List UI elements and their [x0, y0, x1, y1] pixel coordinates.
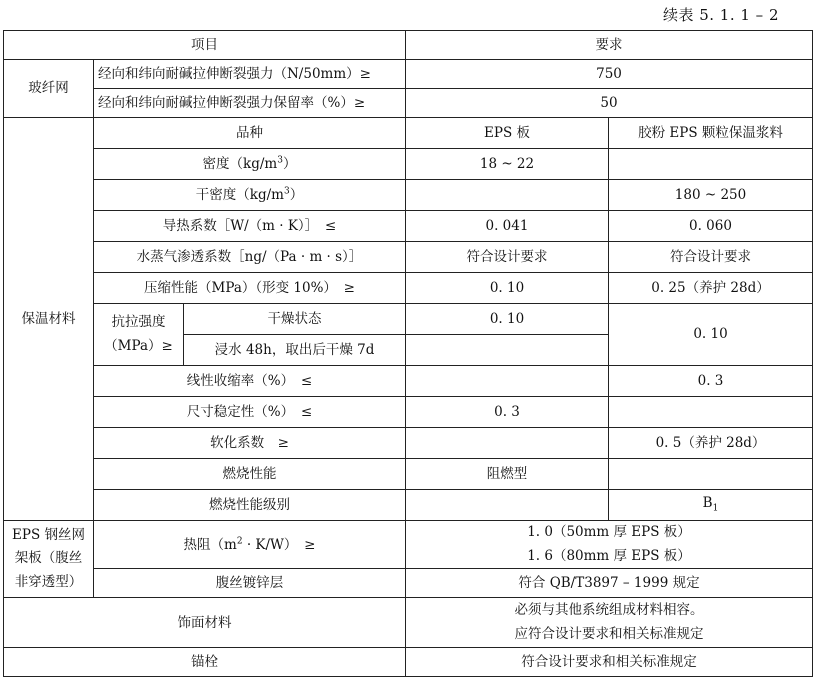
cell-eps: 符合设计要求 [406, 242, 609, 273]
table-caption: 续表 5. 1. 1 – 2 [662, 6, 779, 24]
col-head-eps: EPS 板 [406, 118, 609, 149]
row-label: 尺寸稳定性（%） ≤ [94, 397, 406, 428]
row-label: 干密度$(kg/m^3)$ [94, 180, 406, 211]
header-row [4, 31, 813, 60]
table-row [4, 118, 813, 149]
cell-paste: 0. 5（养护 28d） [609, 428, 813, 459]
table-row [4, 490, 813, 521]
cell-eps: 0. 10 [406, 304, 609, 335]
row-label: 软化系数 ≥ [94, 428, 406, 459]
row-value: 50 [406, 89, 813, 118]
row-label: 密度$(kg/m^3)$ [94, 149, 406, 180]
row-label: 腹丝镀锌层 [94, 569, 406, 598]
cell-eps [406, 490, 609, 521]
row-label: 燃烧性能 [94, 459, 406, 490]
group-insulation: 保温材料 [4, 118, 94, 521]
group-fiber-mesh: 玻纤网 [4, 60, 94, 118]
cell-paste [609, 459, 813, 490]
table-row [4, 89, 813, 118]
row-label: 热阻$(m^2 \cdot K/W)$ ≥ [94, 521, 406, 569]
table-row [4, 428, 813, 459]
tensile-label: 抗拉强度 （MPa）≥ [94, 304, 184, 366]
cell-paste: $B_1$ [609, 490, 813, 521]
row-label: 品种 [94, 118, 406, 149]
row-value: 1. 0（50mm 厚 EPS 板） 1. 6（80mm 厚 EPS 板） [406, 521, 813, 569]
group-steel-mesh-panel: EPS 钢丝网 架板（腹丝 非穿透型） [4, 521, 94, 598]
cell-eps: 18 ~ 22 [406, 149, 609, 180]
cell-eps [406, 366, 609, 397]
cell-eps: 0. 10 [406, 273, 609, 304]
header-requirement: 要求 [406, 31, 813, 60]
cell-eps: 0. 041 [406, 211, 609, 242]
cell-eps [406, 180, 609, 211]
row-label: 水蒸气渗透系数［ng/（Pa · m · s）］ [94, 242, 406, 273]
cell-paste: 180 ~ 250 [609, 180, 813, 211]
row-value: 750 [406, 60, 813, 89]
cell-paste: 0. 25（养护 28d） [609, 273, 813, 304]
row-label: 经向和纬向耐碱拉伸断裂强力（N/50mm）≥ [94, 60, 406, 89]
table-row [4, 304, 813, 335]
table-row [4, 397, 813, 428]
spec-table [3, 30, 813, 677]
table-row [4, 180, 813, 211]
cell-paste: 0. 10 [609, 304, 813, 366]
cell-paste: 符合设计要求 [609, 242, 813, 273]
header-item: 项目 [4, 31, 406, 60]
cell-paste [609, 149, 813, 180]
finish-value: 必须与其他系统组成材料相容。 应符合设计要求和相关标准规定 [406, 598, 813, 648]
table-row [4, 273, 813, 304]
cell-eps [406, 335, 609, 366]
cell-paste: 0. 060 [609, 211, 813, 242]
row-value: 符合 QB/T3897 – 1999 规定 [406, 569, 813, 598]
table-row [4, 569, 813, 598]
table-row [4, 149, 813, 180]
anchor-label: 锚栓 [4, 648, 406, 677]
anchor-value: 符合设计要求和相关标准规定 [406, 648, 813, 677]
row-label: 经向和纬向耐碱拉伸断裂强力保留率（%）≥ [94, 89, 406, 118]
col-head-paste: 胶粉 EPS 颗粒保温浆料 [609, 118, 813, 149]
table-row [4, 598, 813, 648]
row-label: 浸水 48h，取出后干燥 7d [184, 335, 406, 366]
finish-label: 饰面材料 [4, 598, 406, 648]
row-label: 导热系数［W/（m · K）］ ≤ [94, 211, 406, 242]
row-label: 干燥状态 [184, 304, 406, 335]
cell-eps: 阻燃型 [406, 459, 609, 490]
row-label: 压缩性能（MPa）（形变 10%） ≥ [94, 273, 406, 304]
table-row [4, 211, 813, 242]
cell-paste [609, 397, 813, 428]
table-row [4, 242, 813, 273]
cell-paste: 0. 3 [609, 366, 813, 397]
table-row [4, 459, 813, 490]
row-label: 燃烧性能级别 [94, 490, 406, 521]
table-row [4, 648, 813, 677]
cell-eps: 0. 3 [406, 397, 609, 428]
table-row [4, 366, 813, 397]
table-row [4, 60, 813, 89]
table-row [4, 521, 813, 569]
cell-eps [406, 428, 609, 459]
row-label: 线性收缩率（%） ≤ [94, 366, 406, 397]
